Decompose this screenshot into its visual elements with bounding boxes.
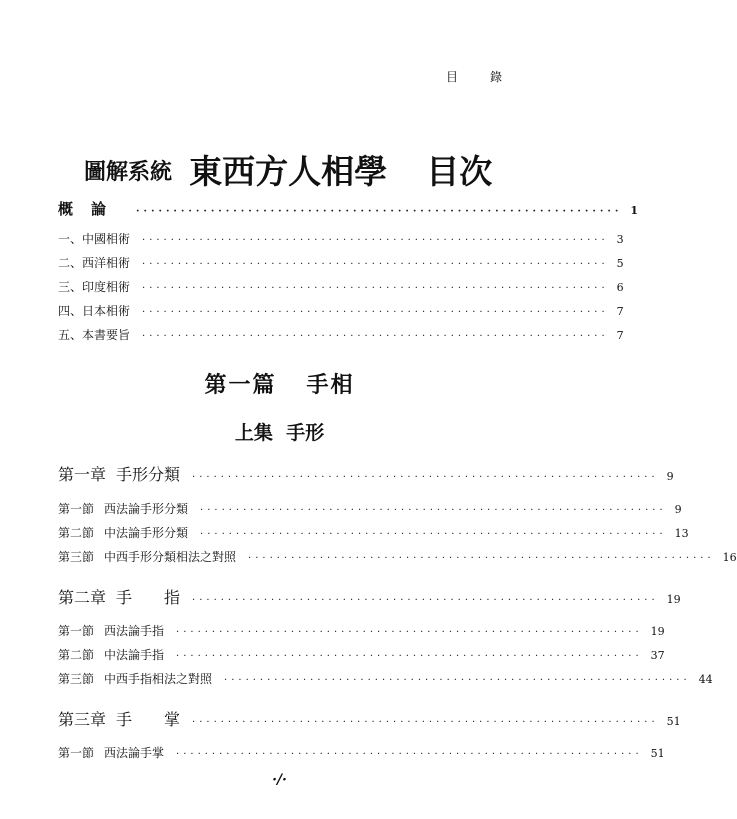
page-number: 19 — [666, 593, 681, 606]
section-number: 第二節 — [58, 526, 95, 540]
toc-entry-label: 五、本書要旨 — [58, 328, 131, 342]
toc-entry-label: 概論 — [58, 200, 125, 218]
section-number: 第三節 — [58, 672, 95, 686]
section-title: 中法論手形分類 — [104, 526, 189, 540]
toc-entry[interactable] — [58, 326, 624, 346]
page-number: 5 — [616, 257, 624, 270]
book-name: 東西方人相學 — [189, 152, 388, 191]
page-number: 51 — [650, 747, 665, 760]
page-number: 16 — [722, 551, 737, 564]
chapter-title: 手形分類 — [116, 465, 181, 484]
section-number: 第二節 — [58, 648, 95, 662]
toc-section[interactable] — [58, 744, 665, 764]
collection-label: 上集 — [234, 422, 273, 444]
toc-entry-label: 三、印度相術 — [58, 280, 131, 294]
leader-dots: ································································· — [142, 307, 609, 318]
chapter-number: 第三章 — [58, 710, 107, 729]
leader-dots: ································································· — [136, 206, 623, 217]
leader-dots: ································································· — [192, 717, 659, 728]
toc-section[interactable] — [58, 524, 689, 544]
toc-entry-label: 二、西洋相術 — [58, 256, 131, 270]
leader-dots: ································································· — [200, 529, 667, 540]
section-title: 西法論手掌 — [104, 746, 165, 760]
collection-name: 手形 — [286, 422, 325, 444]
collection-title — [0, 418, 559, 445]
section-title: 西法論手形分類 — [104, 502, 189, 516]
leader-dots: ································································· — [142, 331, 609, 342]
leader-dots: ································································· — [176, 749, 643, 760]
section-title: 中西手指相法之對照 — [104, 672, 213, 686]
toc-entry[interactable] — [58, 230, 624, 250]
toc-section[interactable] — [58, 500, 682, 520]
toc-entry-label: 一、中國相術 — [58, 232, 131, 246]
page-number: 1 — [630, 204, 638, 217]
leader-dots: ································································· — [142, 283, 609, 294]
running-header: 目 錄 — [446, 70, 513, 84]
leader-dots: ································································· — [176, 651, 643, 662]
chapter-title: 手 指 — [116, 588, 181, 607]
toc-chapter[interactable] — [58, 707, 681, 729]
page-number: 37 — [650, 649, 665, 662]
section-number: 第一節 — [58, 746, 95, 760]
section-title: 中西手形分類相法之對照 — [104, 550, 237, 564]
part-name: 手相 — [306, 372, 355, 398]
toc-heading: 目次 — [426, 152, 493, 191]
leader-dots: ································································· — [192, 595, 659, 606]
leader-dots: ································································· — [248, 553, 715, 564]
section-title: 中法論手指 — [104, 648, 165, 662]
book-title — [84, 146, 492, 193]
page-number: 9 — [674, 503, 682, 516]
toc-entry[interactable] — [58, 278, 624, 298]
section-number: 第三節 — [58, 550, 95, 564]
page-folio: ·/· — [272, 772, 287, 788]
page-number: 44 — [698, 673, 713, 686]
part-title — [0, 368, 559, 399]
toc-section[interactable] — [58, 670, 713, 690]
leader-dots: ································································· — [224, 675, 691, 686]
page-number: 3 — [616, 233, 624, 246]
page-number: 7 — [616, 305, 624, 318]
section-number: 第一節 — [58, 502, 95, 516]
toc-entry-intro[interactable] — [58, 198, 638, 218]
toc-entry[interactable] — [58, 302, 624, 322]
page-number: 19 — [650, 625, 665, 638]
toc-chapter[interactable] — [58, 585, 681, 607]
section-title: 西法論手指 — [104, 624, 165, 638]
toc-entry-label: 四、日本相術 — [58, 304, 131, 318]
section-number: 第一節 — [58, 624, 95, 638]
page-number: 9 — [666, 470, 674, 483]
toc-entry[interactable] — [58, 254, 624, 274]
toc-chapter[interactable] — [58, 462, 674, 484]
leader-dots: ································································· — [200, 505, 667, 516]
page-number: 7 — [616, 329, 624, 342]
leader-dots: ································································· — [176, 627, 643, 638]
chapter-number: 第一章 — [58, 465, 107, 484]
part-number: 第一篇 — [204, 372, 277, 398]
page-number: 6 — [616, 281, 624, 294]
series-name: 圖解系統 — [84, 159, 173, 185]
leader-dots: ································································· — [142, 259, 609, 270]
leader-dots: ································································· — [142, 235, 609, 246]
toc-section[interactable] — [58, 646, 665, 666]
page-number: 51 — [666, 715, 681, 728]
chapter-title: 手 掌 — [116, 710, 181, 729]
chapter-number: 第二章 — [58, 588, 107, 607]
toc-section[interactable] — [58, 548, 737, 568]
leader-dots: ································································· — [192, 472, 659, 483]
toc-section[interactable] — [58, 622, 665, 642]
page-number: 13 — [674, 527, 689, 540]
